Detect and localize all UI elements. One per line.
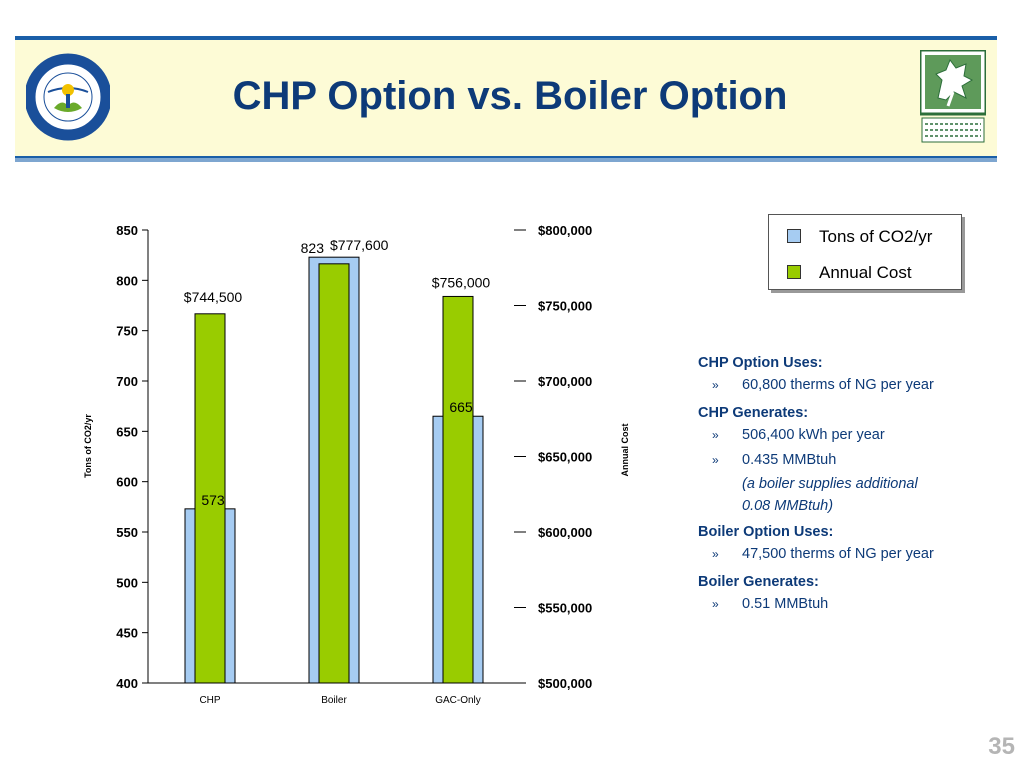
- left-tick-label: 700: [116, 374, 138, 389]
- chp-generates-kwh-text: 506,400 kWh per year: [742, 427, 885, 443]
- x-tick-label: GAC-Only: [435, 695, 481, 706]
- right-tick-label: $550,000: [538, 600, 593, 616]
- chp-uses-item: [698, 373, 1008, 398]
- chp-generates-sub-line1: (a boiler supplies additional: [742, 476, 918, 492]
- legend-entry-co2: [787, 227, 932, 247]
- bullet-icon: »: [712, 453, 719, 467]
- left-tick-label: 750: [116, 323, 138, 339]
- left-tick-label: 550: [116, 525, 138, 540]
- legend-swatch-co2: [787, 229, 801, 243]
- boiler-uses-item: [698, 542, 1008, 567]
- bar-cost: [443, 296, 473, 683]
- left-axis-title: Tons of CO2/yr: [83, 414, 93, 478]
- chp-generates-item-mmbtuh: [698, 448, 1008, 473]
- boiler-uses-heading: Boiler Option Uses:: [698, 524, 834, 540]
- legend-entry-cost: [787, 263, 912, 283]
- legend-label-cost: Annual Cost: [819, 263, 912, 282]
- left-tick-label: 800: [116, 273, 138, 289]
- chart-legend: [768, 214, 962, 290]
- chp-generates-heading: CHP Generates:: [698, 405, 809, 421]
- slide-title: CHP Option vs. Boiler Option: [232, 74, 788, 118]
- data-label-co2: 573: [201, 491, 225, 508]
- legend-swatch-cost: [787, 265, 801, 279]
- bullet-icon: »: [712, 428, 719, 442]
- right-tick-label: $500,000: [538, 676, 593, 691]
- right-tick-label: $750,000: [538, 298, 593, 314]
- left-tick-label: 500: [116, 575, 138, 591]
- data-label-co2: 665: [449, 399, 473, 416]
- data-label-cost: $777,600: [330, 236, 389, 253]
- chp-uses-text: 60,800 therms of NG per year: [742, 377, 934, 393]
- x-tick-label: Boiler: [321, 695, 347, 706]
- data-label-co2: 823: [300, 240, 324, 257]
- page-number: 35: [988, 733, 1015, 760]
- chp-generates-sub-line2: 0.08 MMBtuh): [742, 498, 834, 514]
- data-label-cost: $756,000: [431, 274, 491, 291]
- bullet-icon: »: [712, 597, 719, 611]
- x-tick-label: CHP: [199, 695, 221, 706]
- left-tick-label: 650: [116, 424, 138, 440]
- left-tick-label: 450: [116, 625, 138, 641]
- legend-label-co2: Tons of CO2/yr: [819, 227, 933, 246]
- bullet-icon: »: [712, 378, 719, 392]
- right-tick-label: $650,000: [538, 449, 593, 465]
- bullet-icon: »: [712, 547, 719, 561]
- data-label-cost: $744,500: [183, 288, 243, 305]
- boiler-generates-heading: Boiler Generates:: [698, 574, 819, 590]
- boiler-generates-text: 0.51 MMBtuh: [742, 596, 829, 612]
- left-tick-label: 400: [116, 676, 138, 691]
- right-axis-title: Annual Cost: [620, 423, 630, 477]
- right-tick-label: $700,000: [538, 374, 593, 389]
- right-tick-label: $800,000: [538, 223, 593, 238]
- boiler-uses-text: 47,500 therms of NG per year: [742, 546, 934, 562]
- bar-cost: [319, 264, 349, 683]
- chp-uses-heading: CHP Option Uses:: [698, 355, 823, 371]
- notes-panel: [698, 348, 1008, 617]
- chp-generates-mmbtuh-text: 0.435 MMBtuh: [742, 452, 837, 468]
- left-tick-label: 600: [116, 474, 138, 490]
- right-tick-label: $600,000: [538, 525, 593, 540]
- boiler-generates-item: [698, 592, 1008, 617]
- chp-generates-item-kwh: [698, 423, 1008, 448]
- left-tick-label: 850: [116, 223, 138, 238]
